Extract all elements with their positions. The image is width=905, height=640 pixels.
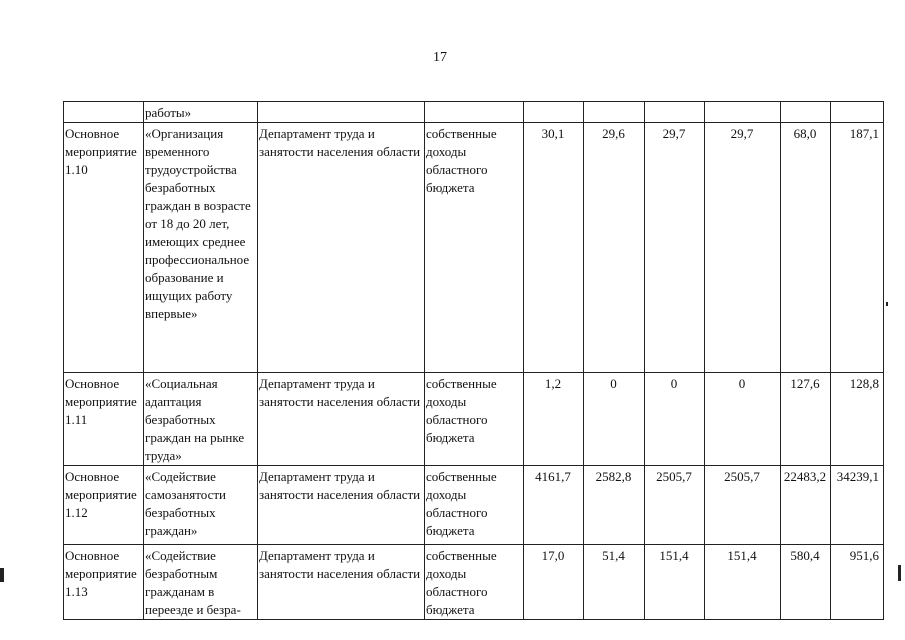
executor-cell: Департамент труда и занятости населения области <box>258 466 425 545</box>
value-cell: 30,1 <box>524 123 584 373</box>
value-cell <box>645 102 705 123</box>
page-number: 17 <box>433 50 447 65</box>
executor-cell: Департамент труда и занятости населения области <box>258 373 425 466</box>
value-cell: 2505,7 <box>645 466 705 545</box>
scan-margin-mark <box>0 568 4 582</box>
value-cell: 1,2 <box>524 373 584 466</box>
value-cell: 580,4 <box>781 545 831 620</box>
program-name-cell: «Организация временного трудоустройства безработных граждан в возрасте от 18 до 20 лет, имеющих среднее профессиональное образование и ищущих работу впервые» <box>144 123 258 373</box>
code-cell <box>64 102 144 123</box>
value-cell <box>831 102 884 123</box>
value-cell: 29,7 <box>645 123 705 373</box>
value-cell: 34239,1 <box>831 466 884 545</box>
table-row <box>64 466 884 545</box>
value-cell: 29,6 <box>584 123 645 373</box>
value-cell: 127,6 <box>781 373 831 466</box>
value-cell <box>524 102 584 123</box>
table-row <box>64 123 884 373</box>
program-name-cell: «Содействие безработным гражданам в переезде и безра- <box>144 545 258 620</box>
code-cell: Основное мероприятие 1.10 <box>64 123 144 373</box>
value-cell <box>781 102 831 123</box>
value-cell: 951,6 <box>831 545 884 620</box>
program-name-cell: «Содействие самозанятости безработных граждан» <box>144 466 258 545</box>
value-cell: 0 <box>705 373 781 466</box>
executor-cell: Департамент труда и занятости населения области <box>258 545 425 620</box>
value-cell: 2582,8 <box>584 466 645 545</box>
value-cell: 0 <box>584 373 645 466</box>
value-cell: 29,7 <box>705 123 781 373</box>
source-cell: собственные доходы областного бюджета <box>425 123 524 373</box>
code-cell: Основное мероприятие 1.13 <box>64 545 144 620</box>
scan-margin-mark <box>898 565 901 581</box>
value-cell <box>705 102 781 123</box>
code-cell: Основное мероприятие 1.11 <box>64 373 144 466</box>
executor-cell: Департамент труда и занятости населения области <box>258 123 425 373</box>
value-cell: 187,1 <box>831 123 884 373</box>
value-cell: 68,0 <box>781 123 831 373</box>
executor-cell <box>258 102 425 123</box>
value-cell: 22483,2 <box>781 466 831 545</box>
value-cell: 4161,7 <box>524 466 584 545</box>
program-name-cell: работы» <box>144 102 258 123</box>
value-cell: 128,8 <box>831 373 884 466</box>
scan-margin-mark <box>886 302 888 306</box>
code-cell: Основное мероприятие 1.12 <box>64 466 144 545</box>
value-cell <box>584 102 645 123</box>
value-cell: 0 <box>645 373 705 466</box>
value-cell: 151,4 <box>645 545 705 620</box>
value-cell: 17,0 <box>524 545 584 620</box>
source-cell: собственные доходы областного бюджета <box>425 466 524 545</box>
source-cell <box>425 102 524 123</box>
value-cell: 151,4 <box>705 545 781 620</box>
table-row <box>64 545 884 620</box>
program-name-cell: «Социальная адаптация безработных граждан на рынке труда» <box>144 373 258 466</box>
source-cell: собственные доходы областного бюджета <box>425 373 524 466</box>
table-row <box>64 373 884 466</box>
value-cell: 2505,7 <box>705 466 781 545</box>
value-cell: 51,4 <box>584 545 645 620</box>
table-row-continuation <box>64 102 884 123</box>
budget-table <box>63 101 884 620</box>
source-cell: собственные доходы областного бюджета <box>425 545 524 620</box>
